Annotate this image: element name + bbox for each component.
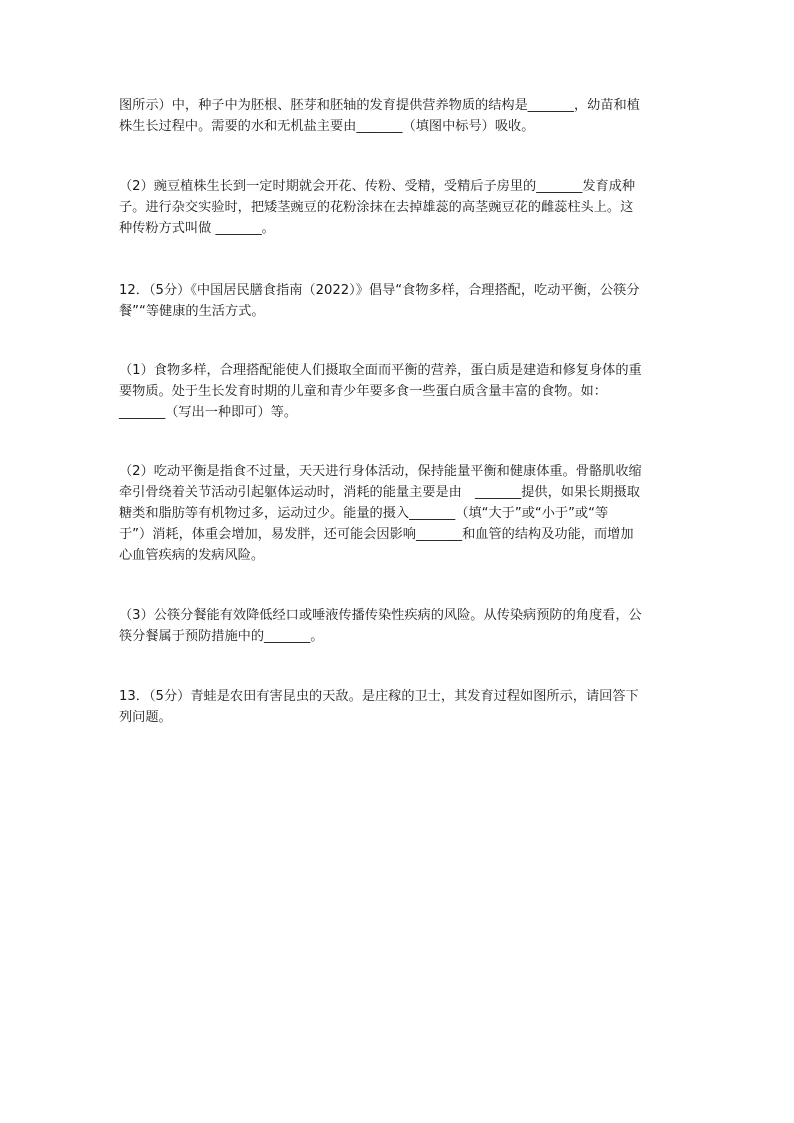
text-line: _______（写出一种即可）等。 [119, 405, 298, 420]
text-line: 要物质。处于生长发育时期的儿童和青少年要多食一些蛋白质含量丰富的食物。如： [119, 384, 607, 399]
text-line: （2）吃动平衡是指食不过量，天天进行身体活动，保持能量平衡和健康体重。骨骼肌收缩 [119, 464, 642, 479]
question-12-part-3 [119, 605, 679, 647]
text-line: 图所示）中，种子中为胚根、胚芽和胚轴的发育提供营养物质的结构是_______，幼苗和植 [119, 98, 640, 113]
question-11-part-1-continued [119, 95, 679, 137]
text-line: 心血管疾病的发病风险。 [119, 548, 265, 563]
question-12-part-1 [119, 360, 679, 423]
question-12-part-2 [119, 461, 679, 566]
text-line: 种传粉方式叫做 _______。 [119, 221, 275, 236]
text-line: 12．（5分）《中国居民膳食指南（2022）》倡导“食物多样，合理搭配，吃动平衡，公筷分 [119, 283, 640, 298]
text-line: 列问题。 [119, 710, 172, 725]
text-line: 糖类和脂肪等有机物过多，运动过少。能量的摄入_______（填“大于”或“小于”或“等 [119, 506, 609, 521]
text-line: 子。进行杂交实验时，把矮茎豌豆的花粉涂抹在去掉雄蕊的高茎豌豆花的雌蕊柱头上。这 [119, 200, 634, 215]
text-line: 13．（5分）青蛙是农田有害昆虫的天敌。是庄稼的卫士，其发育过程如图所示，请回答下 [119, 689, 639, 704]
text-line: 牵引骨绕着关节活动引起躯体运动时，消耗的能量主要是由 _______提供，如果长期摄取 [119, 485, 640, 500]
text-line: 于”）消耗，体重会增加，易发胖，还可能会因影响_______和血管的结构及功能，而增加 [119, 527, 634, 542]
question-12-stem [119, 280, 679, 322]
text-line: 筷分餐属于预防措施中的_______。 [119, 629, 324, 644]
text-line: 株生长过程中。需要的水和无机盐主要由_______（填图中标号）吸收。 [119, 119, 535, 134]
text-line: （3）公筷分餐能有效降低经口或唾液传播传染性疾病的风险。从传染病预防的角度看，公 [119, 608, 642, 623]
question-11-part-2 [119, 176, 679, 239]
text-line: （2）豌豆植株生长到一定时期就会开花、传粉、受精，受精后子房里的_______发育成种 [119, 179, 636, 194]
question-13-stem [119, 686, 679, 728]
text-line: 餐”“等健康的生活方式。 [119, 304, 265, 319]
text-line: （1）食物多样，合理搭配能使人们摄取全面而平衡的营养，蛋白质是建造和修复身体的重 [119, 363, 642, 378]
